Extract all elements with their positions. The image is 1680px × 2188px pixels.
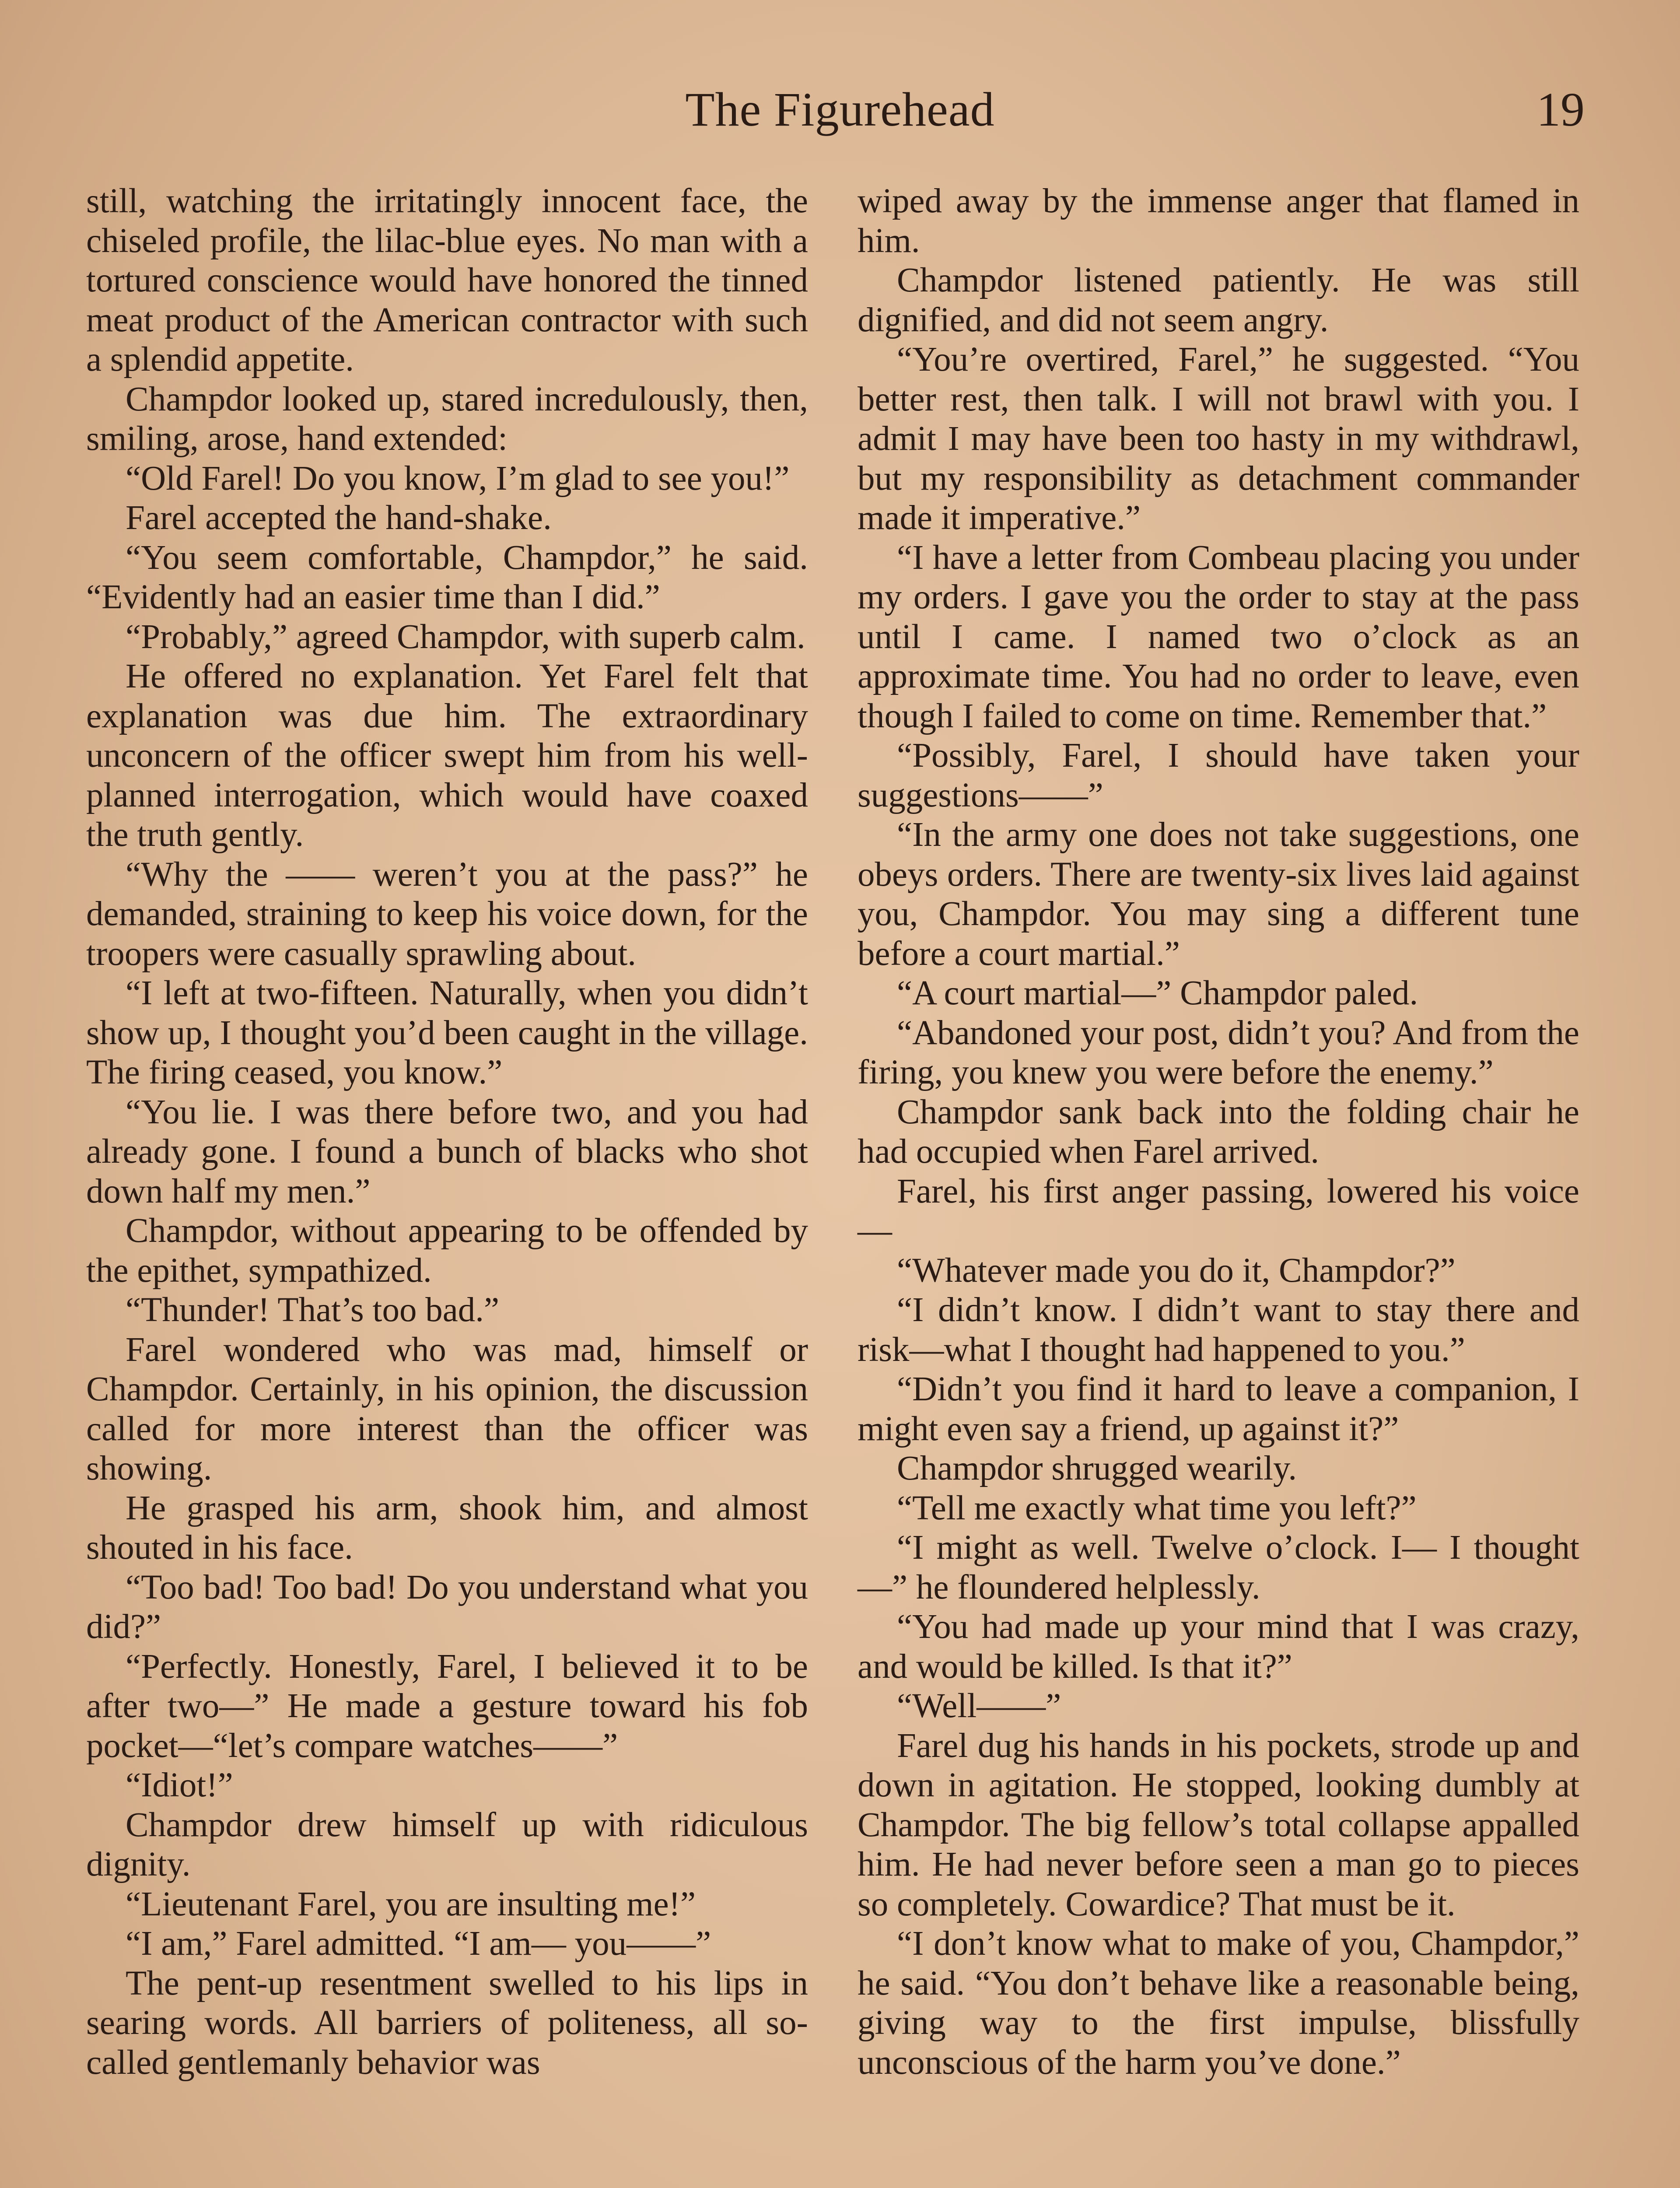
paragraph: Farel wondered who was mad, himself or Champdor. Certainly, in his opinion, the discussion called for more interest than the officer was showing.: [86, 1330, 808, 1487]
paragraph: “Didn’t you find it hard to leave a companion, I might even say a friend, up against it?”: [858, 1370, 1579, 1448]
paragraph: Champdor listened patiently. He was still dignified, and did not seem angry.: [858, 261, 1579, 339]
paragraph: “I have a letter from Combeau placing you under my orders. I gave you the order to stay at the pass until I came. I named two o’clock as an approximate time. You had no order to leave, even though I failed to come on time. Remember that.”: [858, 538, 1579, 735]
paragraph: “I am,” Farel admitted. “I am— you——”: [126, 1925, 711, 1963]
paragraph: “You had made up your mind that I was crazy, and would be killed. Is that it?”: [858, 1608, 1579, 1686]
paragraph: He offered no explanation. Yet Farel felt that explanation was due him. The extraordinary unconcern of the officer swept him from his well-planned interrogation, which would have coaxed the truth gently.: [86, 657, 808, 854]
paragraph: still, watching the irritatingly innocent face, the chiseled profile, the lilac-blue eyes. No man with a tortured conscience would have honored the tinned meat product of the American contractor with such a splendid appetite.: [86, 182, 808, 379]
paragraph: “You seem comfortable, Champdor,” he said. “Evidently had an easier time than I did.”: [86, 538, 808, 616]
paragraph: He grasped his arm, shook him, and almost shouted in his face.: [86, 1489, 808, 1567]
paragraph: “Possibly, Farel, I should have taken your suggestions——”: [858, 736, 1579, 814]
right-column: [858, 182, 1579, 2083]
paragraph: “You lie. I was there before two, and you had already gone. I found a bunch of blacks who shot down half my men.”: [86, 1093, 808, 1210]
paragraph: Champdor, without appearing to be offended by the epithet, sympathized.: [86, 1212, 808, 1290]
paragraph: Farel, his first anger passing, lowered his voice—: [858, 1172, 1579, 1250]
page-number: 19: [1536, 83, 1585, 136]
paragraph: wiped away by the immense anger that flamed in him.: [858, 182, 1579, 260]
paragraph: Champdor drew himself up with ridiculous dignity.: [86, 1806, 808, 1883]
paragraph: “Too bad! Too bad! Do you understand what you did?”: [86, 1568, 808, 1646]
paragraph: “I might as well. Twelve o’clock. I— I thought—” he floundered helplessly.: [858, 1529, 1579, 1606]
paragraph: “Abandoned your post, didn’t you? And from the firing, you knew you were before the enemy.”: [858, 1013, 1579, 1091]
running-head: [0, 77, 1680, 142]
paragraph: Champdor looked up, stared incredulously, then, smiling, arose, hand extended:: [86, 380, 808, 458]
paragraph: Farel dug his hands in his pockets, strode up and down in agitation. He stopped, looking dumbly at Champdor. The big fellow’s total collapse appalled him. He had never before seen a man go to pieces so completely. Cowardice? That must be it.: [858, 1726, 1579, 1923]
paragraph: “Whatever made you do it, Champdor?”: [897, 1251, 1456, 1290]
paragraph: “I don’t know what to make of you, Champdor,” he said. “You don’t behave like a reasonable being, giving way to the first impulse, blissfully unconscious of the harm you’ve done.”: [858, 1925, 1579, 2082]
paragraph: “I left at two-fifteen. Naturally, when you didn’t show up, I thought you’d been caught in the village. The firing ceased, you know.”: [86, 974, 808, 1091]
paragraph: “Old Farel! Do you know, I’m glad to see you!”: [126, 459, 790, 498]
paragraph: “In the army one does not take suggestions, one obeys orders. There are twenty-six lives laid against you, Champdor. You may sing a different tune before a court martial.”: [858, 816, 1579, 973]
paragraph: Farel accepted the hand-shake.: [126, 499, 552, 537]
paragraph: “Idiot!”: [126, 1766, 233, 1804]
paragraph: “Well——”: [897, 1687, 1061, 1725]
paragraph: “I didn’t know. I didn’t want to stay there and risk—what I thought had happened to you.”: [858, 1291, 1579, 1369]
paragraph: “Tell me exactly what time you left?”: [897, 1489, 1417, 1527]
paragraph: Champdor sank back into the folding chair he had occupied when Farel arrived.: [858, 1093, 1579, 1171]
paragraph: The pent-up resentment swelled to his lips in searing words. All barriers of politeness, all so-called gentlemanly behavior was: [86, 1964, 808, 2082]
paragraph: “Probably,” agreed Champdor, with superb calm.: [126, 617, 805, 656]
left-column: [86, 182, 808, 2083]
paragraph: Champdor shrugged wearily.: [897, 1449, 1297, 1487]
paragraph: “Thunder! That’s too bad.”: [126, 1291, 500, 1329]
paragraph: “You’re overtired, Farel,” he suggested. “You better rest, then talk. I will not brawl with you. I admit I may have been too hasty in my withdrawl, but my responsibility as detachment commander made it imperative.”: [858, 340, 1579, 537]
running-title: The Figurehead: [685, 83, 995, 136]
paragraph: “Lieutenant Farel, you are insulting me!”: [126, 1885, 696, 1923]
paragraph: “Perfectly. Honestly, Farel, I believed it to be after two—” He made a gesture toward his fob pocket—“let’s compare watches——”: [86, 1647, 808, 1765]
paragraph: “A court martial—” Champdor paled.: [897, 974, 1418, 1012]
paragraph: “Why the —— weren’t you at the pass?” he demanded, straining to keep his voice down, for the troopers were casually sprawling about.: [86, 855, 808, 973]
